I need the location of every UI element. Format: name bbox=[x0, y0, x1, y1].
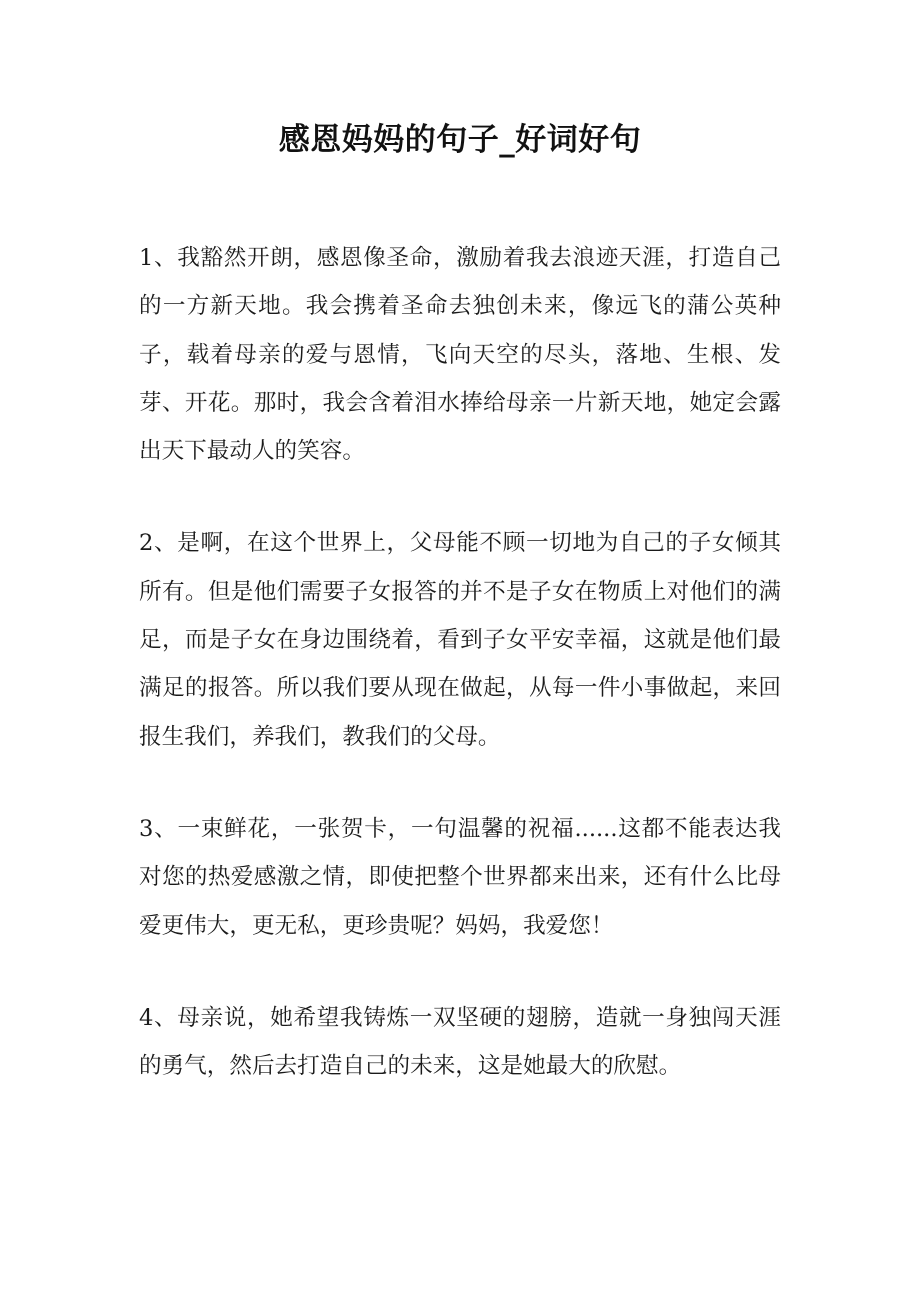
paragraph-1: 1、我豁然开朗，感恩像圣命，激励着我去浪迹天涯，打造自己的一方新天地。我会携着圣命去独创未来，像远飞的蒲公英种子，载着母亲的爱与恩情，飞向天空的尽头，落地、生根、发芽、开花。那时，我会含着泪水捧给母亲一片新天地，她定会露出天下最动人的笑容。 bbox=[139, 245, 781, 465]
paragraph-3: 3、一束鲜花，一张贺卡，一句温馨的祝福......这都不能表达我对您的热爱感激之情，即使把整个世界都来出来，还有什么比母爱更伟大，更无私，更珍贵呢？妈妈，我爱您！ bbox=[139, 815, 781, 939]
paragraph-2: 2、是啊，在这个世界上，父母能不顾一切地为自己的子女倾其所有。但是他们需要子女报答的并不是子女在物质上对他们的满足，而是子女在身边围绕着，看到子女平安幸福，这就是他们最满足的报答。所以我们要从现在做起，从每一件小事做起，来回报生我们，养我们，教我们的父母。 bbox=[139, 530, 781, 750]
document-title: 感恩妈妈的句子_好词好句 bbox=[278, 122, 642, 158]
paragraph-4: 4、母亲说，她希望我铸炼一双坚硬的翅膀，造就一身独闯天涯的勇气，然后去打造自己的未来，这是她最大的欣慰。 bbox=[139, 1004, 781, 1080]
document-body bbox=[139, 234, 781, 1134]
